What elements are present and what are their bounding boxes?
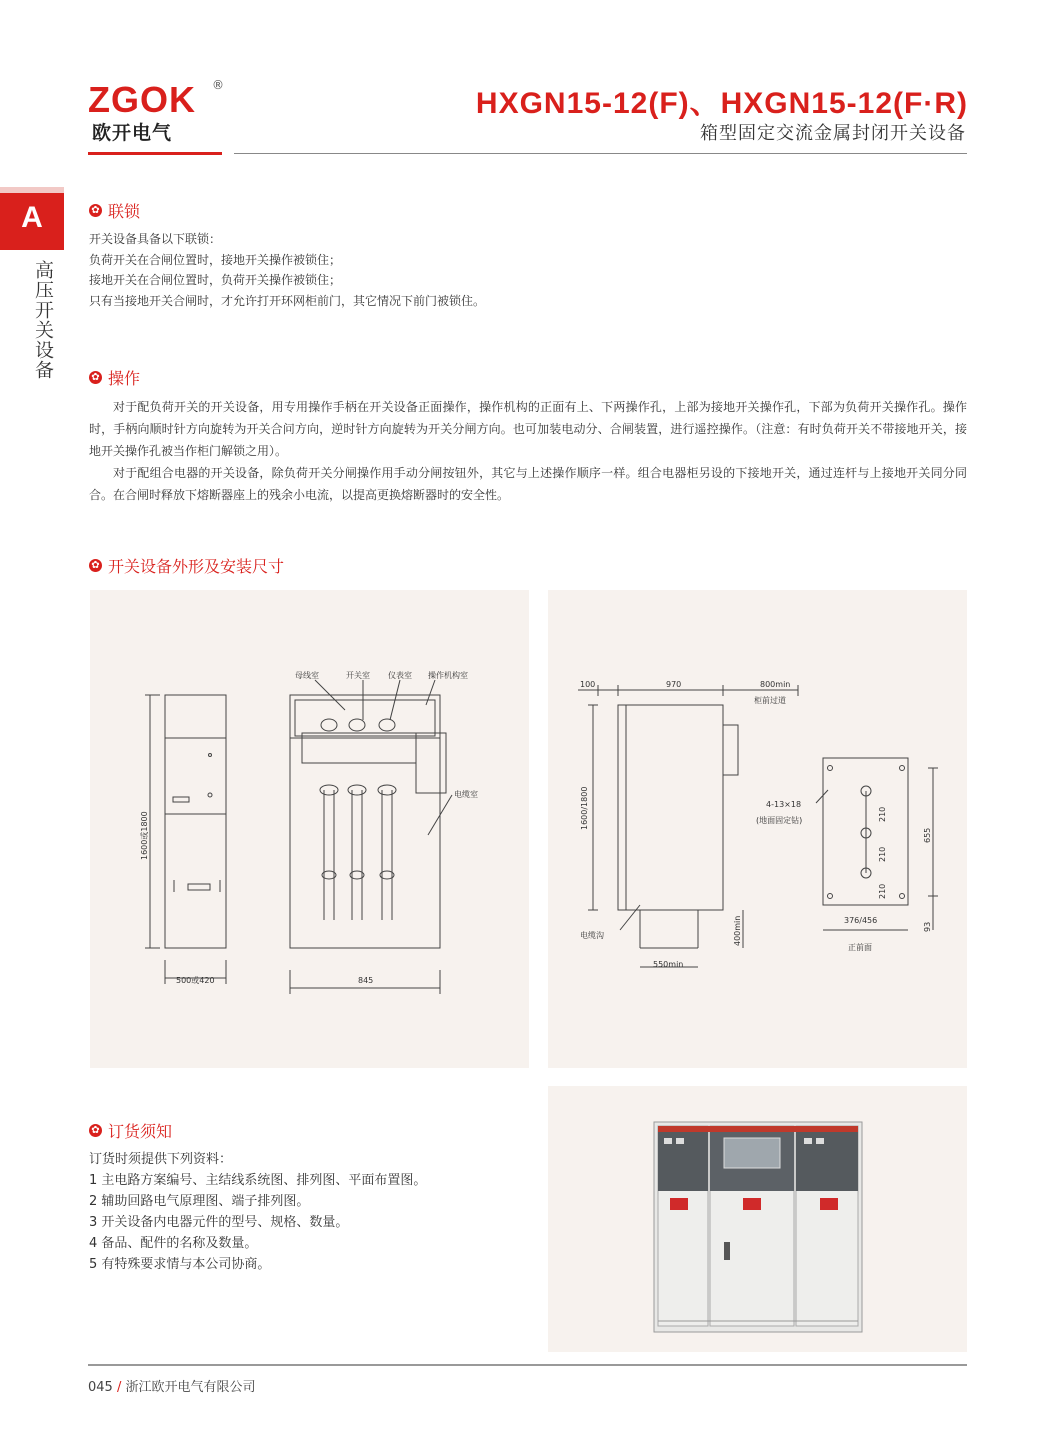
interlock-heading: [89, 199, 140, 222]
operation-body: [89, 396, 967, 506]
dim-210-c: 210: [878, 883, 887, 899]
ordering-line: 1 主电路方案编号、主结线系统图、排列图、平面布置图。: [89, 1173, 427, 1188]
label-instrument-chamber: 仪表室: [388, 671, 412, 680]
label-cable-chamber: 电缆室: [454, 790, 478, 799]
ordering-list: [89, 1149, 529, 1275]
dim-376-456: 376/456: [844, 916, 878, 925]
switchgear-product-image: [548, 1086, 967, 1352]
right-drawing-panel: [548, 590, 967, 1068]
star-bullet-icon: ✿: [89, 1124, 102, 1137]
ordering-line: 2 辅助回路电气原理图、端子排列图。: [89, 1194, 310, 1209]
dim-210-b: 210: [878, 846, 887, 862]
header-divider: [234, 153, 967, 154]
operation-paragraph: 对于配负荷开关的开关设备，用专用操作手柄在开关设备正面操作，操作机构的正面有上、下两操作孔，上部为接地开关操作孔，下部为负荷开关操作孔。操作时，手柄向顺时针方向旋转为开关合问方向，逆时针方向旋转为开关分闸方向。也可加装电动分、合闸装置，进行遥控操作。（注意：有时负荷开关不带接地开关，接地开关操作孔被当作柜门解锁之用）。: [89, 400, 967, 458]
dim-1600-1800: 1600/1800: [580, 786, 589, 830]
side-tab-letter: A: [0, 193, 64, 250]
page-number: 045: [88, 1380, 113, 1395]
dim-210-a: 210: [878, 806, 887, 822]
label-mechanism-chamber: 操作机构室: [428, 671, 468, 680]
installation-plan-drawing: [548, 590, 967, 1068]
operation-paragraph: 对于配组合电器的开关设备，除负荷开关分闸操作用手动分闸按钮外，其它与上述操作顺序一样。组合电器柜另设的下接地开关，通过连杆与上接地开关同分同合。在合闸时释放下熔断器座上的残余小电流，以提高更换熔断器时的安全性。: [89, 466, 967, 502]
dim-800min: 800min: [760, 680, 791, 689]
dim-93: 93: [923, 921, 932, 932]
footer-company: 浙江欧开电气有限公司: [125, 1380, 256, 1395]
footer-separator: /: [116, 1380, 122, 1395]
label-floor-fixing: (地面固定钻): [756, 816, 803, 825]
page-subtitle: 箱型固定交流金属封闭开关设备: [700, 123, 966, 144]
label-holes: 4-13×18: [766, 800, 802, 809]
ordering-line: 5 有特殊要求情与本公司协商。: [89, 1257, 271, 1272]
ordering-line: 订货时须提供下列资料：: [89, 1152, 233, 1167]
footer: [88, 1376, 256, 1395]
interlock-line: 只有当接地开关合闸时，才允许打开环网柜前门，其它情况下前门被锁住。: [89, 293, 486, 308]
dim-height: 1600或1800: [140, 811, 149, 860]
ordering-line: 4 备品、配件的名称及数量。: [89, 1236, 258, 1251]
operation-heading: [89, 366, 140, 389]
interlock-line: 开关设备具备以下联锁：: [89, 232, 222, 246]
ordering-line: 3 开关设备内电器元件的型号、规格、数量。: [89, 1215, 349, 1230]
dim-400min: 400min: [733, 915, 742, 946]
dim-front-width: 500或420: [176, 976, 215, 985]
ordering-heading: [89, 1119, 172, 1142]
label-front-side: 正前面: [848, 943, 872, 952]
logo-subtitle: 欧开电气: [92, 122, 173, 144]
dimensions-heading: [89, 554, 284, 577]
dim-side-width: 845: [358, 976, 374, 985]
cabinet-elevation-drawing: [90, 590, 529, 1068]
page-title: HXGN15-12(F)、HXGN15-12(F·R): [475, 87, 968, 120]
dim-100: 100: [580, 680, 596, 689]
ordering-heading-text: 订货须知: [108, 1122, 173, 1141]
star-bullet-icon: ✿: [89, 371, 102, 384]
dimensions-heading-text: 开关设备外形及安装尺寸: [108, 557, 285, 576]
label-front-corridor: 柜前过道: [754, 696, 786, 705]
dim-970: 970: [666, 680, 682, 689]
interlock-heading-text: 联锁: [108, 202, 141, 221]
side-tab-label: 高压开关设备: [32, 260, 54, 380]
interlock-line: 接地开关在合闸位置时，负荷开关操作被锁住；: [89, 273, 342, 287]
star-bullet-icon: ✿: [89, 204, 102, 217]
logo-underline: [88, 152, 222, 155]
footer-divider: [88, 1364, 967, 1366]
registered-mark: ®: [212, 78, 224, 92]
logo-text: ZGOK: [88, 79, 196, 120]
label-switch-chamber: 开关室: [346, 671, 370, 680]
operation-heading-text: 操作: [108, 369, 141, 388]
left-drawing-panel: [90, 590, 529, 1068]
interlock-list: [89, 229, 967, 311]
star-bullet-icon: ✿: [89, 559, 102, 572]
label-busbar-chamber: 母线室: [295, 671, 319, 680]
dim-550min: 550min: [653, 960, 684, 969]
product-photo-panel: [548, 1086, 967, 1352]
dim-655: 655: [923, 827, 932, 843]
interlock-line: 负荷开关在合闸位置时，接地开关操作被锁住；: [89, 252, 342, 267]
label-cable-trench: 电缆沟: [580, 931, 604, 940]
